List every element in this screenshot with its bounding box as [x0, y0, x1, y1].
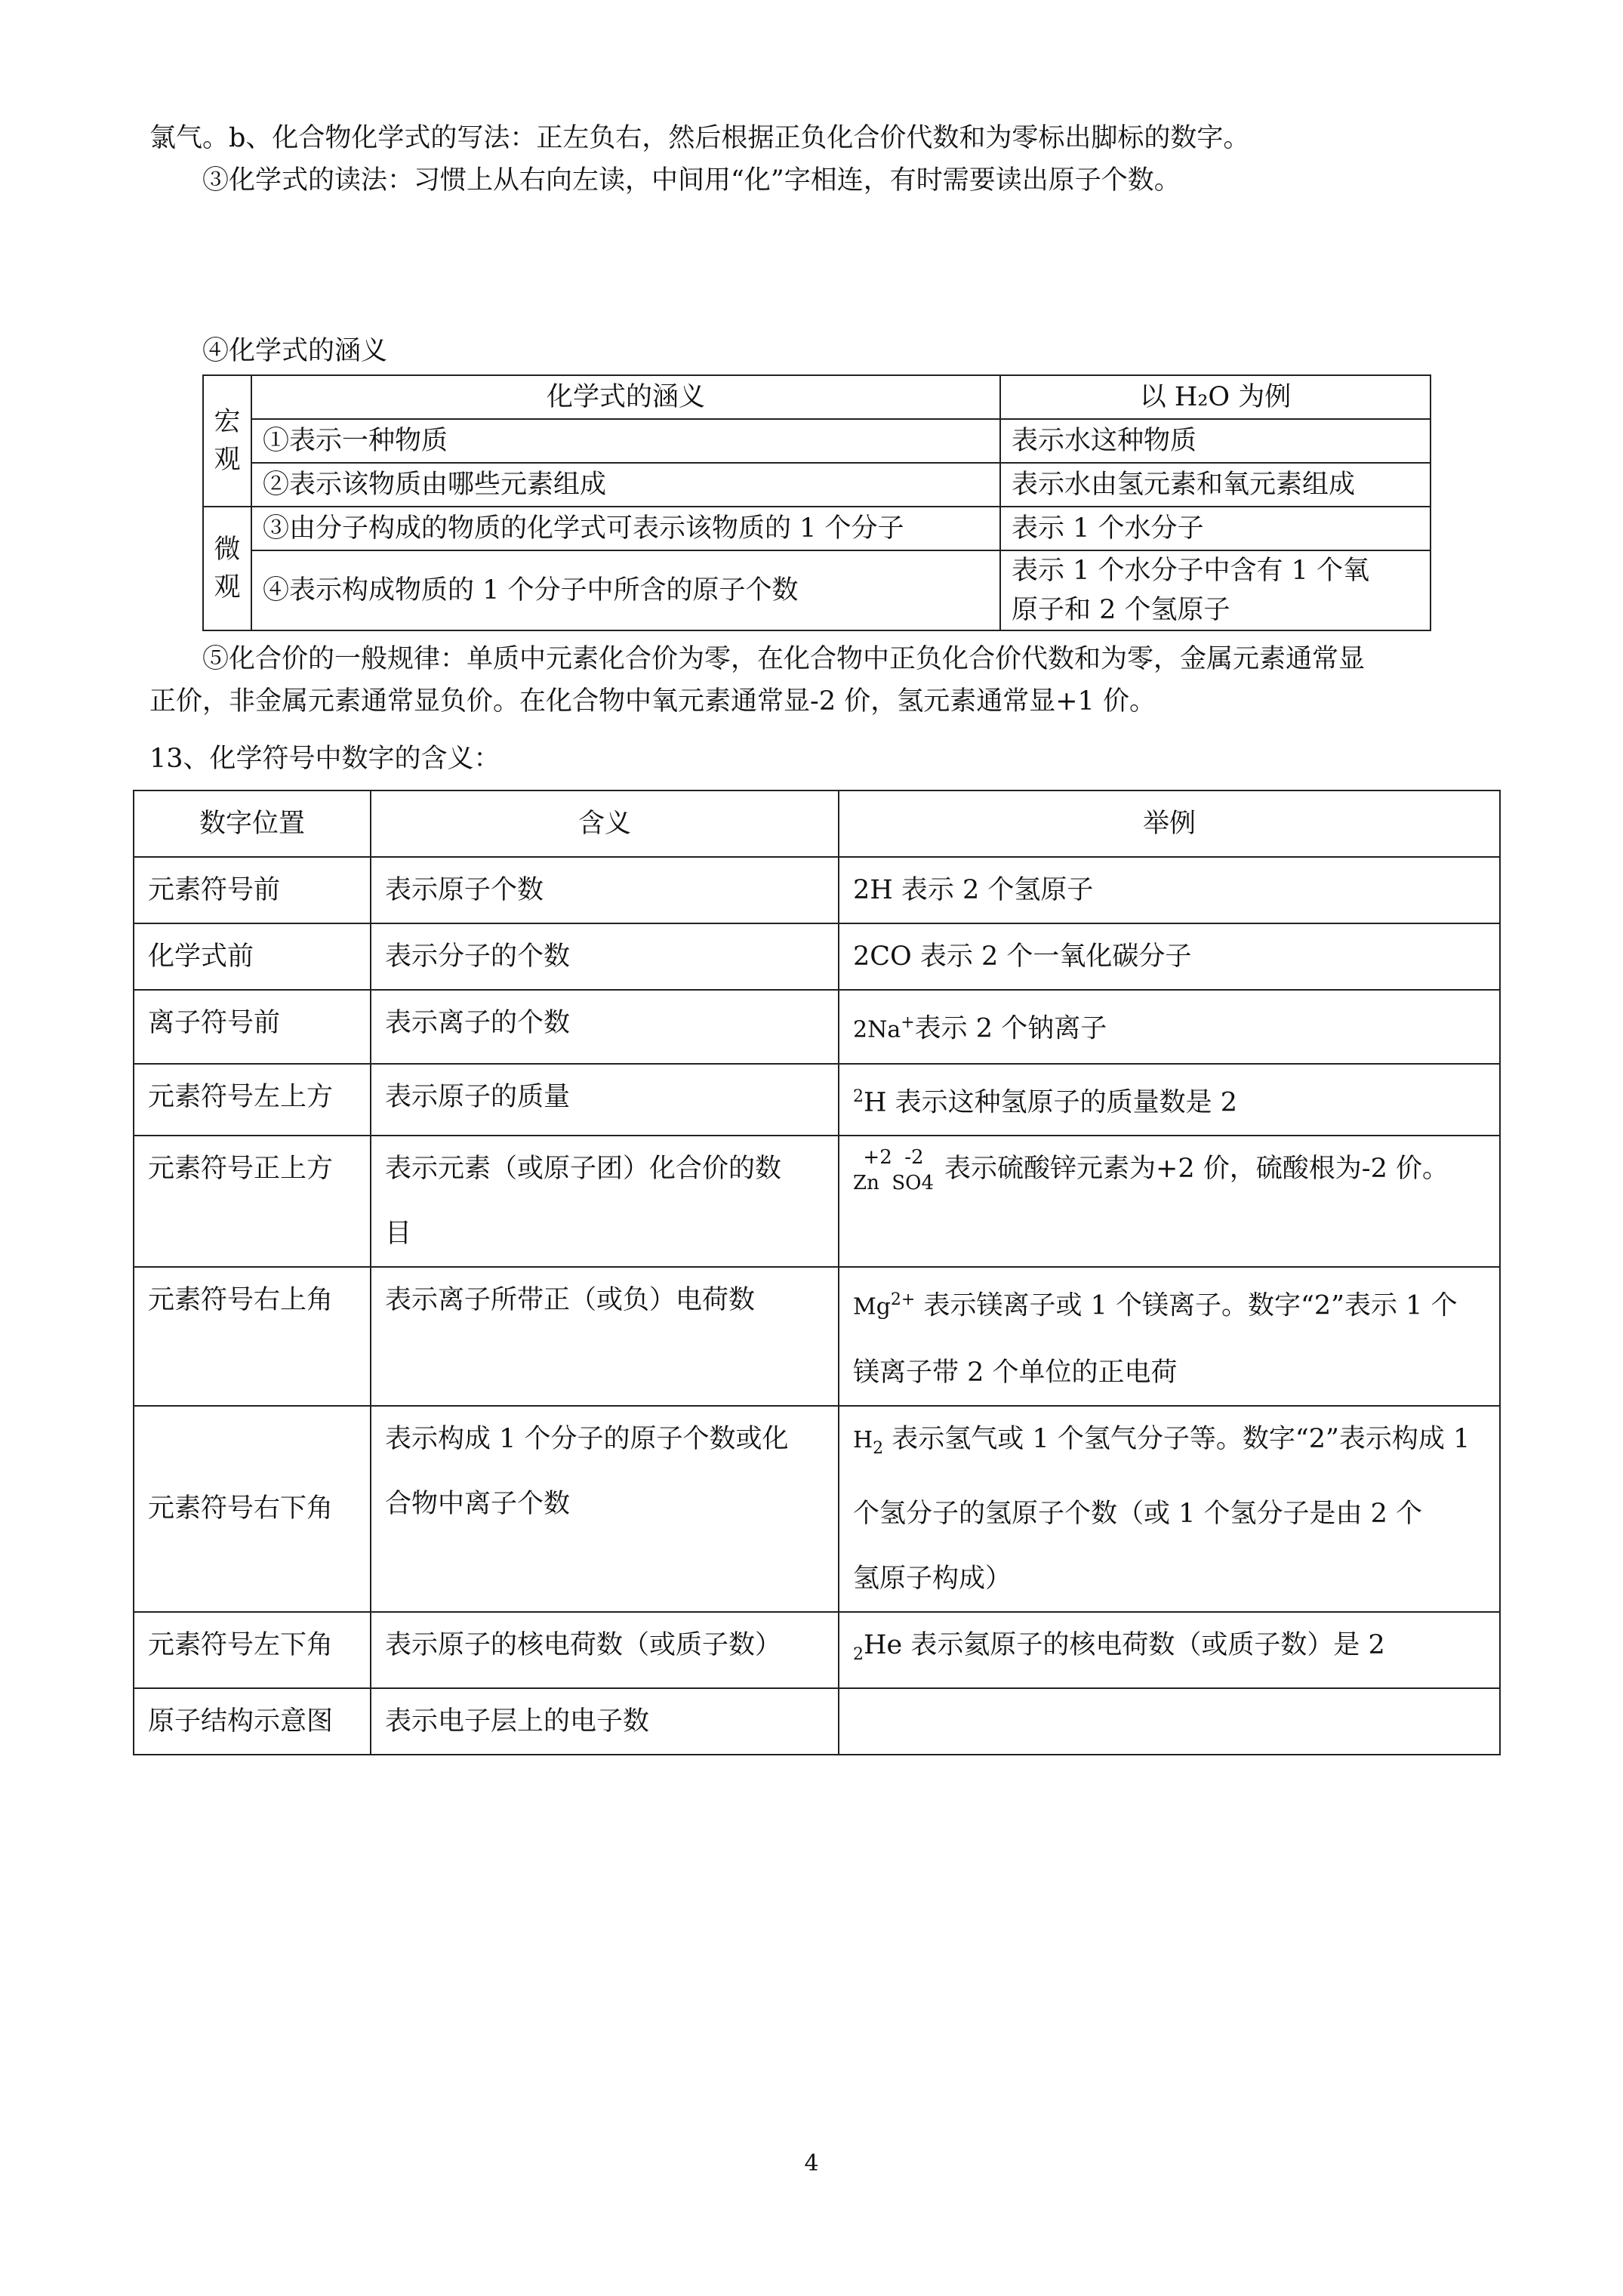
- intro-line-3: ④化学式的涵义: [202, 336, 388, 366]
- example-cell: [839, 1406, 1500, 1612]
- position-cell: 元素符号左上方: [134, 1064, 371, 1136]
- table-row: [134, 1612, 1500, 1688]
- section-13-title: 13、化学符号中数字的含义：: [149, 744, 500, 774]
- formula: Zn SO4: [853, 1171, 935, 1194]
- table-row: [203, 507, 1431, 550]
- table-row: [134, 1064, 1500, 1136]
- table-row: [203, 463, 1431, 507]
- example-cell: [839, 1612, 1500, 1688]
- meaning-line: 目: [385, 1219, 412, 1250]
- formula: 2Na: [853, 1016, 901, 1043]
- meaning-cell: 表示电子层上的电子数: [371, 1688, 839, 1755]
- meaning-cell: [371, 1406, 839, 1612]
- valence-notation: [853, 1145, 934, 1196]
- example-cell: [839, 1064, 1500, 1136]
- table-row: [203, 550, 1431, 630]
- intro-line-1: 氯气。b、化合物化学式的写法：正左负右，然后根据正负化合价代数和为零标出脚标的数字。: [149, 123, 1250, 153]
- position-cell: 元素符号正上方: [134, 1136, 371, 1267]
- position-cell: 化学式前: [134, 923, 371, 990]
- header-position: 数字位置: [134, 791, 371, 857]
- position-cell: 元素符号右下角: [134, 1406, 371, 1612]
- example-text: 表示硫酸锌元素为+2 价，硫酸根为-2 价。: [944, 1154, 1449, 1185]
- proton-subscript: 2: [853, 1644, 864, 1664]
- symbol-numbers-table: [133, 790, 1501, 1755]
- meaning-line: 表示元素（或原子团）化合价的数: [385, 1154, 782, 1185]
- meaning-cell: ①表示一种物质: [251, 419, 1000, 463]
- meaning-line: 合物中离子个数: [385, 1488, 571, 1519]
- table-row: [134, 990, 1500, 1064]
- formula: H: [853, 1426, 873, 1453]
- table-row: [134, 857, 1500, 923]
- header-example: 举例: [839, 791, 1500, 857]
- position-cell: 元素符号右上角: [134, 1267, 371, 1406]
- meaning-cell: 表示原子的质量: [371, 1064, 839, 1136]
- example-text: 表示氢气或 1 个氢气分子等。数字“2”表示构成 1: [883, 1423, 1471, 1454]
- meaning-cell: 表示离子所带正（或负）电荷数: [371, 1267, 839, 1406]
- table-row: [134, 1267, 1500, 1406]
- example-cell: 表示水由氢元素和氧元素组成: [1000, 463, 1431, 507]
- example-line: 个氢分子的氢原子个数（或 1 个氢分子是由 2 个: [853, 1498, 1423, 1529]
- header-meaning: 化学式的涵义: [251, 375, 1000, 419]
- example-cell: [839, 990, 1500, 1064]
- example-cell: [839, 1136, 1500, 1267]
- table-row: [134, 923, 1500, 990]
- position-cell: 原子结构示意图: [134, 1688, 371, 1755]
- example-text: 表示镁离子或 1 个镁离子。数字“2”表示 1 个: [915, 1290, 1458, 1321]
- chemical-formula-meaning-table: [202, 374, 1431, 631]
- example-line: 表示 1 个水分子中含有 1 个氧: [1012, 556, 1370, 586]
- example-line: 氢原子构成）: [853, 1563, 1012, 1594]
- count-subscript: 2: [873, 1438, 884, 1458]
- position-cell: 元素符号前: [134, 857, 371, 923]
- example-cell: [839, 1688, 1500, 1755]
- group-macro: 宏观: [203, 375, 251, 507]
- formula: Mg: [853, 1293, 891, 1321]
- example-line: [853, 1407, 1486, 1481]
- meaning-line: 表示构成 1 个分子的原子个数或化: [385, 1423, 789, 1454]
- meaning-cell: [371, 1136, 839, 1267]
- page-number: 4: [804, 2150, 819, 2177]
- example-text: He 表示氦原子的核电荷数（或质子数）是 2: [864, 1629, 1385, 1660]
- meaning-cell: 表示原子的核电荷数（或质子数）: [371, 1612, 839, 1688]
- valence-values: +2 -2: [863, 1145, 924, 1169]
- meaning-cell: 表示离子的个数: [371, 990, 839, 1064]
- example-cell: 表示 1 个水分子: [1000, 507, 1431, 550]
- table-row: [134, 791, 1500, 857]
- charge-superscript: 2+: [890, 1290, 916, 1310]
- example-cell: [839, 1267, 1500, 1406]
- meaning-cell: ②表示该物质由哪些元素组成: [251, 463, 1000, 507]
- mass-superscript: 2: [853, 1086, 864, 1106]
- table-row: [203, 419, 1431, 463]
- example-line: [853, 1268, 1486, 1340]
- position-cell: 离子符号前: [134, 990, 371, 1064]
- example-text: 表示 2 个钠离子: [914, 1013, 1107, 1044]
- charge-superscript: +: [901, 1013, 915, 1032]
- example-cell: 2H 表示 2 个氢原子: [839, 857, 1500, 923]
- meaning-cell: ③由分子构成的物质的化学式可表示该物质的 1 个分子: [251, 507, 1000, 550]
- example-line: 镁离子带 2 个单位的正电荷: [853, 1357, 1178, 1388]
- meaning-cell: 表示原子个数: [371, 857, 839, 923]
- meaning-cell: ④表示构成物质的 1 个分子中所含的原子个数: [251, 550, 1000, 630]
- table-row: [203, 375, 1431, 419]
- table-row: [134, 1406, 1500, 1612]
- valence-line-1: ⑤化合价的一般规律：单质中元素化合价为零，在化合物中正负化合价代数和为零，金属元素通常显: [202, 644, 1366, 674]
- header-meaning: 含义: [371, 791, 839, 857]
- example-cell: 表示水这种物质: [1000, 419, 1431, 463]
- group-micro: 微观: [203, 507, 251, 630]
- valence-line-2: 正价，非金属元素通常显负价。在化合物中氧元素通常显-2 价，氢元素通常显+1 价。: [149, 686, 1156, 717]
- meaning-cell: 表示分子的个数: [371, 923, 839, 990]
- example-text: H 表示这种氢原子的质量数是 2: [864, 1087, 1238, 1118]
- example-line: 原子和 2 个氢原子: [1012, 595, 1230, 625]
- example-cell: 2CO 表示 2 个一氧化碳分子: [839, 923, 1500, 990]
- table-row: [134, 1136, 1500, 1267]
- position-cell: 元素符号左下角: [134, 1612, 371, 1688]
- intro-line-2: ③化学式的读法：习惯上从右向左读，中间用“化”字相连，有时需要读出原子个数。: [202, 165, 1181, 196]
- table-row: [134, 1688, 1500, 1755]
- example-cell: [1000, 550, 1431, 630]
- header-example: 以 H₂O 为例: [1000, 375, 1431, 419]
